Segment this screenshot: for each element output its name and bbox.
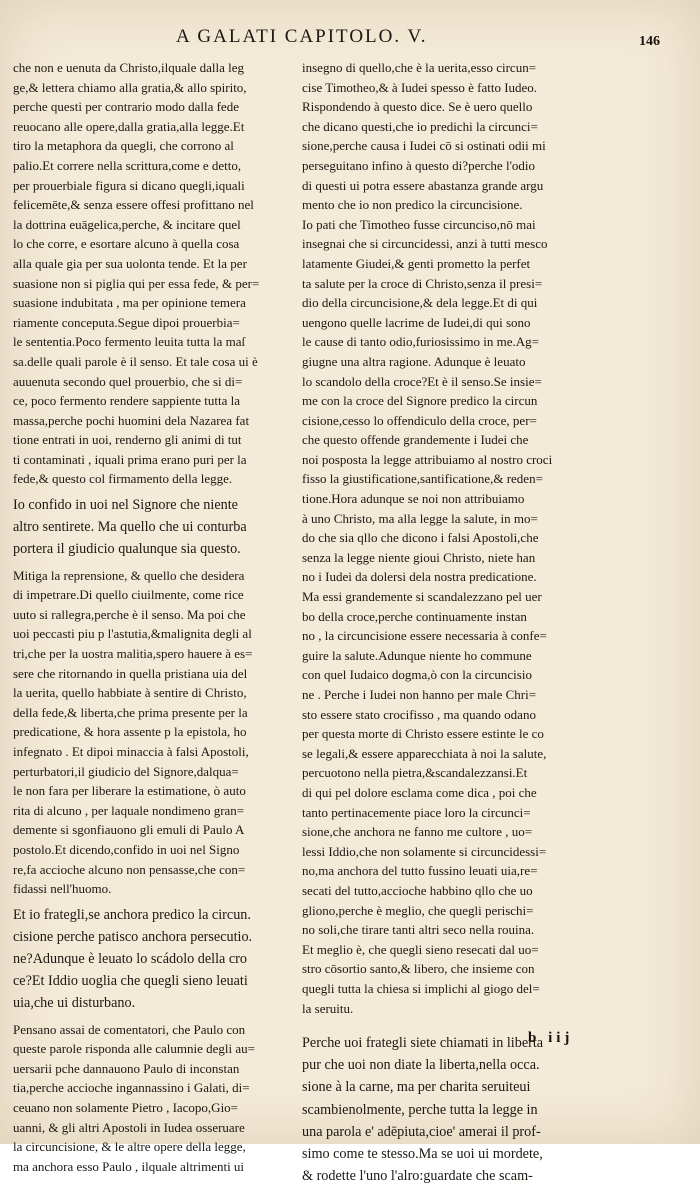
text-line: à uno Christo, ma alla legge la salute, in mo= [302, 510, 538, 526]
text-line: se legali,& essere apparecchiata à noi la salute, [302, 745, 547, 761]
text-line: no soli,che tirare tanti altri seco nella rouina. [302, 922, 535, 938]
text-line: tri,che per la uostra malitia,spero hauere à es= [13, 646, 253, 661]
text-line: per questa morte di Christo essere estinte le co [302, 726, 544, 742]
text-line: guire la salute.Adunque niente ho commune [302, 647, 532, 663]
text-line: Mitiga la reprensione, & quello che desidera [13, 567, 245, 583]
text-line: ce, poco fermento rendere sappiente tutta la [13, 393, 241, 409]
text-line: perseguitano infino à questo di?perche l'odio [302, 157, 536, 173]
left-scripture-1 [13, 494, 291, 561]
page-number: 146 [639, 34, 660, 49]
text-line: altro sentirete. Ma quello che ui conturba [13, 519, 247, 536]
text-line: sione à la carne, ma per charita seruiteui [302, 1079, 531, 1096]
text-line: scambienolmente, perche tutta la legge in [302, 1101, 538, 1118]
left-paragraph-3 [13, 1020, 291, 1177]
text-line: queste parole risponda alle calumnie degli au= [13, 1041, 255, 1057]
text-line: una parola e' adēpiuta,cioe' amerai il prof- [302, 1123, 541, 1140]
page-header [0, 22, 700, 54]
text-line: tione entrati in uoi, renderno gli animi di tut [13, 432, 242, 448]
text-line: lessi Iddio,che non solamente si circuncidessi= [302, 843, 547, 859]
text-line: bo della croce,perche continuamente instan [302, 608, 527, 624]
text-line: felicemēte,& senza essere offesi profittano nel [13, 197, 254, 213]
text-line: mento che io non predico la circuncisione. [302, 197, 523, 213]
text-line: di qui pel dolore esclama come dica , poi che [302, 784, 537, 800]
text-line: ne . Perche i Iudei non hanno per male Chri= [302, 687, 537, 702]
text-line: senza la legge niente gioui Christo, niete han [302, 549, 536, 565]
text-line: re,fa accioche alcuno non pensasse,che con= [13, 861, 246, 877]
text-line: auuenuta secondo quel prouerbio, che si di= [13, 373, 243, 389]
text-line: di questi ui potra essere abastanza grande argu [302, 177, 544, 193]
text-line: la seruitu. [302, 1000, 354, 1016]
text-line: alla quale gia per sua uolonta tende. Et la per [13, 255, 247, 271]
text-line: insegno di quello,che è la uerita,esso circun= [302, 60, 537, 75]
text-line: sa.delle quali parole è il senso. Et tale cosa ui è [13, 353, 258, 369]
text-line: tione.Hora adunque se noi non attribuiamo [302, 491, 525, 507]
left-scripture-2 [13, 904, 291, 1015]
text-line: uia,che ui disturbano. [13, 995, 136, 1012]
text-line: ma anchora esso Paulo , ilquale altrimenti ui [13, 1158, 245, 1174]
text-line: uengono quelle lacrime de Iudei,di qui sono [302, 314, 531, 330]
text-line: secati del tutto,accioche habbino qllo che uo [302, 882, 533, 898]
text-line: gliono,perche è meglio, che quegli perischi= [302, 902, 534, 918]
text-line: fidassi nell'huomo. [13, 881, 112, 897]
text-line: la uerita, quello habbiate à sentire di Christo, [13, 685, 247, 701]
text-line: riamente conceputa.Segue dipoi prouerbia= [13, 314, 240, 330]
text-line: rita di alcuno , per laquale nondimeno gran= [13, 802, 245, 818]
right-scripture-1 [302, 1032, 592, 1187]
text-line: postolo.Et dicendo,confido in uoi nel Signo [13, 841, 240, 857]
text-line: giugne una altra ragione. Adunque è leuato [302, 353, 526, 369]
text-line: & rodette l'uno l'alro:guardate che scam- [302, 1168, 533, 1185]
text-line: le non fara per liberare la estimatione, ò auto [13, 783, 246, 799]
text-line: Io confido in uoi nel Signore che niente [13, 497, 238, 514]
text-line: sto essere stato crocifisso , ma quando odano [302, 706, 536, 722]
text-line: della fede,& liberta,che prima presente per la [13, 704, 248, 720]
text-line: cisione,cesso lo offendiculo della croce, per= [302, 412, 537, 428]
text-line: lo che corre, e esortare alcuno à quella cosa [13, 236, 240, 252]
text-line: tia,perche accioche ingannassino i Galati, di= [13, 1080, 250, 1096]
text-line: reuocano alle opere,dalla gratia,alla legge.Et [13, 118, 245, 134]
text-line: dio della circuncisione,& dela legge.Et di qui [302, 295, 538, 311]
text-line: che dicano questi,che io predichi la circunci= [302, 118, 538, 134]
text-line: la dottrina euāgelica,perche, & incitare quel [13, 216, 241, 232]
text-line: Pensano assai de comentatori, che Paulo con [13, 1021, 246, 1037]
text-line: predicatione, & hora assente p la epistola, ho [13, 724, 247, 740]
signature-mark: b iij [528, 1030, 574, 1046]
text-line: infegnato . Et dipoi minaccia à falsi Apostoli, [13, 743, 249, 759]
text-line: ceuano non solamente Pietro , Iacopo,Gio= [13, 1100, 239, 1116]
text-line: sione,che anchora ne fanno me cultore , uo= [302, 824, 533, 840]
text-line: simo come te stesso.Ma se uoi ui mordete, [302, 1146, 543, 1163]
text-line: latamente Giudei,& genti prometto la perfet [302, 255, 531, 271]
text-line: percuotono nella pietra,&scandalezzansi.Et [302, 765, 528, 781]
text-line: me con la croce del Signore predico la circun [302, 393, 538, 409]
text-line: cise Timotheo,& à Iudei spesso è fatto Iudeo. [302, 79, 538, 95]
text-line: perche questi per contrario modo dalla fede [13, 99, 239, 115]
text-line: uersarii pche dannauono Paulo di inconstan [13, 1060, 240, 1076]
text-line: tanto pertinacemente piace loro la circunci= [302, 804, 531, 820]
text-line: ti contaminati , iquali prima erano puri per la [13, 451, 247, 467]
text-line: Et io frategli,se anchora predico la circun. [13, 906, 251, 923]
text-line: lo scandolo della croce?Et è il senso.Se insie= [302, 373, 542, 389]
text-line: massa,perche pochi huomini dela Nazarea fat [13, 412, 250, 428]
text-line: sere che ritornando in quella pristiana uia del [13, 665, 248, 681]
text-line: pur che uoi non diate la liberta,nella occa. [302, 1057, 540, 1074]
text-line: Et meglio è, che quegli sieno resecati dal uo= [302, 941, 539, 957]
text-line: fede,& questo col firmamento della legge. [13, 471, 233, 487]
text-line: sione,perche causa i Iudei cō si ostinati odii mi [302, 138, 546, 154]
right-paragraph-1 [302, 58, 592, 1018]
text-line: ge,& lettera chiamo alla gratia,& allo spirito, [13, 79, 247, 95]
text-line: che non e uenuta da Christo,ilquale dalla leg [13, 60, 245, 75]
text-line: insegnai che si circuncidessi, anzi à tutti mesco [302, 236, 548, 252]
text-line: che questo offende grandemente i Iudei che [302, 432, 529, 448]
text-line: uuto si rallegra,perche è il senso. Ma poi che [13, 606, 246, 622]
text-line: cisione perche patisco anchora persecutio. [13, 928, 253, 945]
text-line: no,ma anchora del tutto fussino leuati uia,re= [302, 863, 538, 879]
text-line: Io pati che Timotheo fusse circunciso,nō mai [302, 216, 536, 232]
text-line: suasione non si piglia qui per essa fede, & per= [13, 275, 260, 291]
text-line: no , la circuncisione essere necessaria à confe= [302, 628, 547, 644]
text-line: uoi peccasti piu p l'astutia,&malignita degli al [13, 626, 252, 642]
text-line: tiro la metaphora da quegli, che corrono al [13, 138, 234, 154]
text-line: suasione indubitata , ma per opinione temera [13, 295, 246, 311]
text-line: no i Iudei da dolersi dela nostra predicatione. [302, 569, 537, 585]
text-line: noi posposta la legge attribuiamo al nostro croci [302, 451, 553, 467]
text-line: quegli tutta la chiesa si implichi al giogo del= [302, 980, 540, 996]
text-line: per prouerbiale figura si dicano quegli,iquali [13, 177, 245, 193]
text-line: stro cōsortio santo,& libero, che insieme con [302, 961, 535, 977]
text-line: perturbatori,il giudicio del Signore,dalqua= [13, 763, 239, 779]
running-head: A GALATI CAPITOLO. V. [176, 26, 428, 47]
text-line: di impetrare.Di quello ciuilmente, come rice [13, 587, 244, 603]
text-line: ce?Et Iddio uoglia che quegli sieno leuati [13, 973, 248, 990]
right-column [302, 58, 592, 1187]
text-line: con quel Iudaico dogma,ò con la circuncisio [302, 667, 532, 683]
text-line: la circuncisione, & le altre opere della legge, [13, 1139, 246, 1155]
text-line: ta salute per la croce di Christo,senza il presi= [302, 275, 543, 291]
text-line: portera il giudicio qualunque sia questo. [13, 541, 241, 558]
text-line: palio.Et correre nella scrittura,come e detto, [13, 157, 242, 173]
text-line: fisso la giustificatione,santificatione,& reden= [302, 471, 543, 487]
left-paragraph-2 [13, 566, 291, 899]
left-paragraph-1 [13, 58, 291, 489]
text-line: uanni, & gli altri Apostoli in Iudea osseruare [13, 1119, 245, 1135]
text-line: demente si sgonfiauono gli emuli di Paulo A [13, 822, 245, 838]
text-line: Perche uoi frategli siete chiamati in liberta [302, 1035, 544, 1052]
text-line: ne?Adunque è leuato lo scádolo della cro [13, 951, 248, 968]
text-line: le sententia.Poco fermento leuita tutta la maſ [13, 334, 246, 350]
text-line: le cause di tanto odio,furiosissimo in me.Ag= [302, 334, 539, 350]
text-line: Ma essi grandemente si scandalezzano pel uer [302, 589, 542, 605]
text-line: do che sia qllo che dicono i falsi Apostoli,che [302, 530, 539, 546]
text-line: Rispondendo à questo dice. Se è uero quello [302, 99, 533, 115]
left-column [13, 58, 291, 1176]
